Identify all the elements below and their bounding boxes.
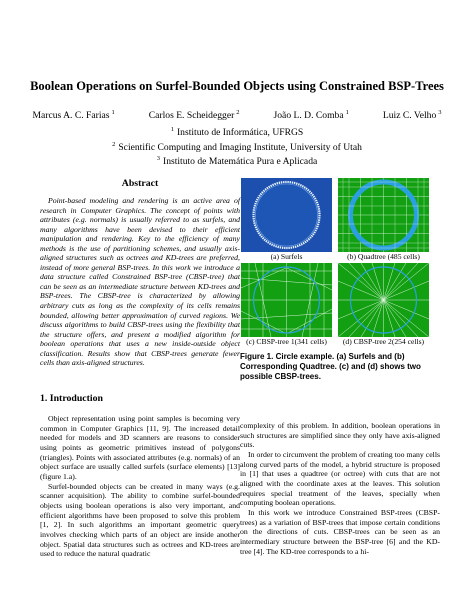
author: Luiz C. Velho $^3$ [382,109,442,122]
author-list [0,109,474,121]
subfigure-cbsp-tree-2 [338,263,429,347]
author: João L. D. Comba $^1$ [273,109,349,122]
affiliation: $^2$ Scientific Computing and Imaging Institute, University of Utah [112,140,362,153]
introduction-heading: 1. Introduction [40,393,103,404]
cbsp-tree-2-image [338,263,429,337]
subfigure-label: (a) Surfels [270,252,303,261]
subfigure-label: (d) CBSP-tree 2(254 cells) [342,337,425,346]
affiliation: $^1$ Instituto de Informática, UFRGS [170,126,304,139]
paragraph: Object representation using point samples is becoming very common in Computer Graphics [11, 9]. The increased detail needed for models and 3D scanners are reasons to consider using points as geometric primitives instead of polygons (triangles). Points with associated attributes (e.g. normals) of an object surface are usually called surfels (surface elements) [13] (figure 1.a). [40,414,240,481]
surfels-image [241,178,332,252]
subfigure-cbsp-tree-1 [241,263,332,347]
figure-1 [241,178,441,347]
introduction-body [40,414,240,559]
cbsp-tree-1-image [241,263,332,337]
affiliation-list [0,124,474,168]
paragraph: complexity of this problem. In addition, boolean operations in such structures are simplified since they only have axis-aligned cuts. [240,421,440,450]
author: Marcus A. C. Farias $^1$ [32,109,115,122]
subfigure-surfels [241,178,332,262]
paragraph: In this work we introduce Constrained BSP-trees (CBSP-trees) as a variation of BSP-trees that impose certain conditions on the directions of cuts. CBSP-trees can be seen as an intermediary structure between the BSP-tree [6] and the KD-tree [4]. The KD-tree corresponds to a hi- [240,507,440,556]
paragraph: Surfel-bounded objects can be created in many ways (e.g. scanner acquisition). The ability to combine surfel-bounded objects using boolean operations is also very important, and efficient algorithms have been proposed to solve this problem [1, 2]. In such algorithms an important geometric query involves checking which parts of an object are inside another object. Spatial data structures such as octrees and KD-trees are used to reduce the natural quadratic [40,481,240,559]
right-column-body [240,421,440,556]
quadtree-image [338,178,429,252]
paper-title: Boolean Operations on Surfel-Bounded Objects using Constrained BSP-Trees [30,79,444,93]
subfigure-label: (c) CBSP-tree 1(341 cells) [246,337,327,346]
author: Carlos E. Scheidegger $^2$ [148,109,240,122]
figure-caption: Figure 1. Circle example. (a) Surfels and (b) Corresponding Quadtree. (c) and (d) shows two possible CBSP-trees. [240,352,421,381]
abstract-text: Point-based modeling and rendering is an active area of research in Computer Graphics. The concept of points with attributes (e.g. normals) is usually referred to as surfels, and many algorithms have been devised to their efficient manipulation and rendering. Key to the efficiency of many methods is the use of partitioning schemes, and usually axis-aligned structures such as octrees and KD-trees are preferred, instead of more general BSP-trees. In this work we introduce a data structure called Constrained BSP-tree (CBSP-tree) that can be seen as an intermediate structure between KD-trees and BSP-trees. The CBSP-tree is characterized by allowing arbitrary cuts as long as the complexity of its cells remains bounded, allowing better approximation of curved regions. We discuss algorithms to build CBSP-trees using the flexibility that the structure offers, and present a modified algorithm for boolean operations that uses a new inside-outside object classification. Results show that CBSP-trees generate fewer cells than axis-aligned structures. [40,196,240,368]
affiliation: $^3$ Instituto de Matemática Pura e Aplicada [156,155,318,168]
subfigure-label: (b) Quadtree (485 cells) [347,252,420,261]
subfigure-quadtree [338,178,429,262]
paragraph: In order to circumvent the problem of creating too many cells along curved parts of the model, a hybrid structure is proposed in [1] that uses a quadtree (or octree) with cuts that are not aligned with the coordinate axes at the leaves. This solution requires special treatment of the leaves, specially when computing boolean operations. [240,449,440,508]
abstract-heading: Abstract [121,178,159,189]
